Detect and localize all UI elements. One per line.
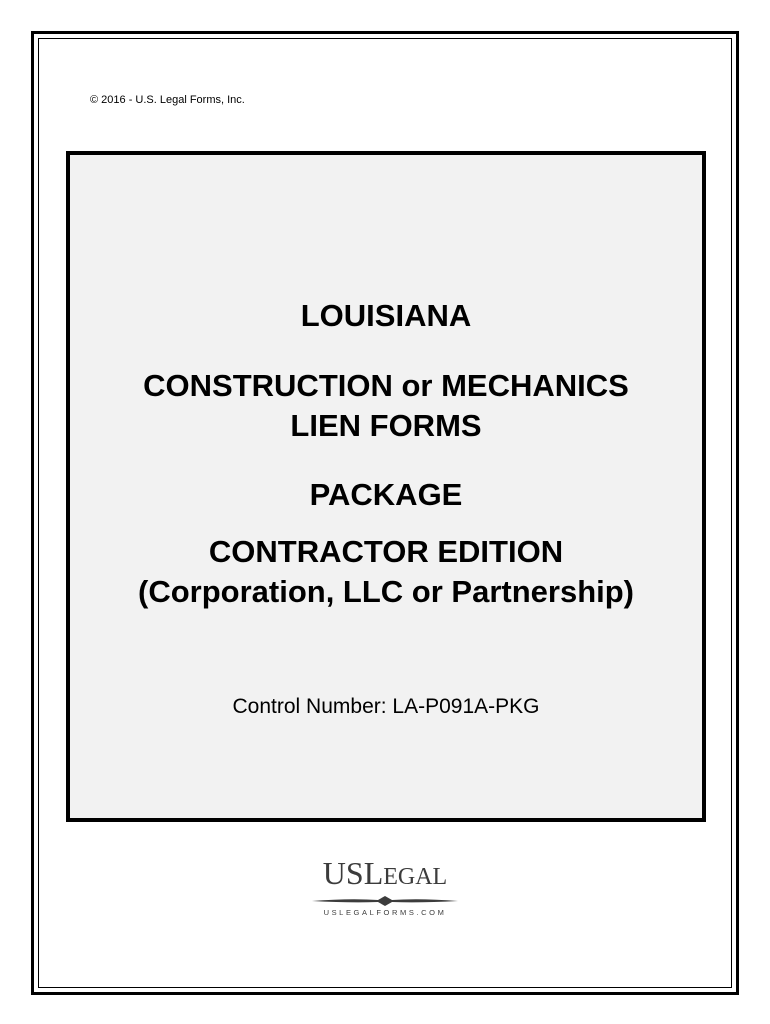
edition-label: CONTRACTOR EDITION xyxy=(208,534,564,569)
control-number: Control Number: LA-P091A-PKG xyxy=(232,695,540,718)
entity-type-label: (Corporation, LLC or Partnership) xyxy=(138,574,634,609)
logo-wordmark: USLEGAL xyxy=(322,855,448,891)
copyright-notice: © 2016 - U.S. Legal Forms, Inc. xyxy=(90,94,245,106)
state-title: LOUISIANA xyxy=(300,298,472,333)
title-box xyxy=(66,151,706,822)
form-title-line-2: LIEN FORMS xyxy=(290,408,482,443)
package-label: PACKAGE xyxy=(309,477,463,512)
uslegal-logo xyxy=(0,856,770,917)
form-title-line-1: CONSTRUCTION or MECHANICS xyxy=(143,368,629,403)
logo-url: USLEGALFORMS.COM xyxy=(323,908,447,917)
eagle-swoosh-icon xyxy=(310,894,460,908)
